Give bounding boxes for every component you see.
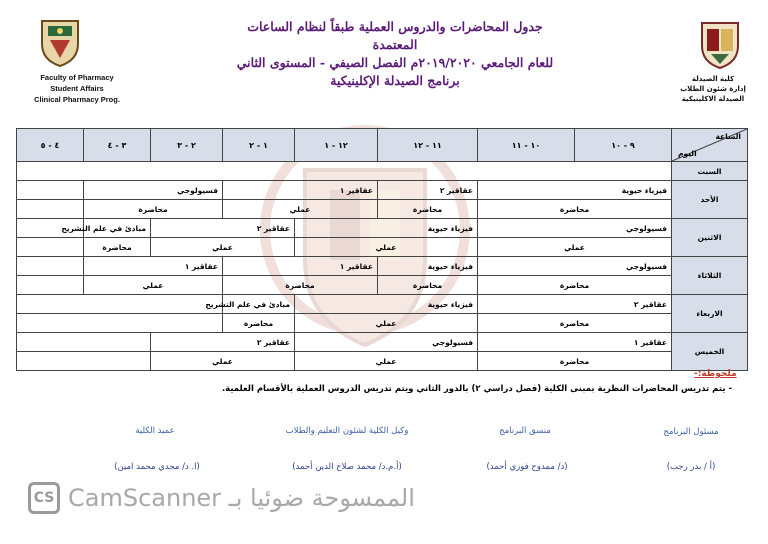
- time-slot: ١ - ٢: [223, 129, 295, 162]
- table-row-wednesday-types: [17, 314, 748, 333]
- empty-cell: [17, 276, 84, 295]
- course-cell: مبادئ في علم التشريح: [84, 219, 151, 238]
- course-cell: مبادئ في علم التشريح: [223, 295, 295, 314]
- course-cell: فيزياء حيوية: [295, 219, 478, 238]
- course-cell: عقاقير ٢: [378, 181, 478, 200]
- course-cell: عقاقير ١: [478, 333, 672, 352]
- session-type-cell: محاضرة: [84, 238, 151, 257]
- signature-role-program-coordinator: منسق البرنامج: [499, 426, 551, 436]
- hour-label: الساعة: [715, 132, 741, 141]
- empty-cell: [17, 162, 672, 181]
- university-logo-left: [38, 18, 82, 68]
- empty-cell: [17, 314, 223, 333]
- time-slot: ٩ - ١٠: [575, 129, 672, 162]
- table-row-wednesday-subjects: [17, 295, 748, 314]
- session-type-cell: عملي: [295, 352, 478, 371]
- notes-title: ملحوظة:-: [694, 369, 737, 379]
- day-sunday: الأحد: [672, 181, 748, 219]
- table-row-sunday-subjects: [17, 181, 748, 200]
- table-row-thursday-types: [17, 352, 748, 371]
- signature-role-program-officer: مسئول البرنامج: [663, 427, 719, 437]
- program-name-ar: الصيدلة الاكلينيكية: [681, 95, 745, 103]
- course-cell: فيزياء حيوية: [295, 295, 478, 314]
- session-type-cell: عملي: [295, 238, 478, 257]
- day-tuesday: الثلاثاء: [672, 257, 748, 295]
- empty-cell: [17, 181, 84, 200]
- schedule-table: [16, 128, 748, 371]
- time-slot: ٣ - ٤: [84, 129, 151, 162]
- department-name-en: Student Affairs: [50, 84, 104, 93]
- session-type-cell: عملي: [478, 238, 672, 257]
- session-type-cell: عملي: [84, 276, 223, 295]
- course-cell: فسيولوجي: [478, 219, 672, 238]
- title-line-1: جدول المحاضرات والدروس العملية طبقاً لنظام الساعات المعتمدة: [247, 19, 543, 52]
- session-type-cell: عملي: [223, 200, 378, 219]
- time-slot: ١٠ - ١١: [478, 129, 575, 162]
- department-name-ar: إدارة شئون الطلاب: [680, 85, 746, 93]
- signature-name-dean: (ا. د/ مجدي محمد امين): [114, 462, 200, 472]
- camscanner-watermark: [28, 478, 415, 518]
- camscanner-logo-icon: CS: [28, 482, 60, 514]
- session-type-cell: محاضرة: [223, 314, 295, 333]
- title-line-3: برنامج الصيدلة الإكلينيكية: [330, 73, 460, 88]
- title-line-2: للعام الجامعي ٢٠١٩/٢٠٢٠م الفصل الصيفي - المستوى الثاني: [236, 55, 554, 70]
- empty-cell: [17, 295, 223, 314]
- table-row-sunday-types: [17, 200, 748, 219]
- signature-name-vice-dean: (أ.م.د/ محمد صلاح الدين أحمد): [292, 462, 402, 472]
- time-slot: ٤ - ٥: [17, 129, 84, 162]
- session-type-cell: محاضرة: [478, 352, 672, 371]
- day-thursday: الخميس: [672, 333, 748, 371]
- session-type-cell: محاضرة: [223, 276, 378, 295]
- empty-cell: [17, 257, 84, 276]
- session-type-cell: عملي: [151, 352, 295, 371]
- session-type-cell: محاضرة: [84, 200, 223, 219]
- session-type-cell: محاضرة: [378, 200, 478, 219]
- course-cell: عقاقير ٢: [478, 295, 672, 314]
- time-slot: ٢ - ٣: [151, 129, 223, 162]
- course-cell: فيزياء حيوية: [378, 257, 478, 276]
- table-row-monday-types: [17, 238, 748, 257]
- course-cell: عقاقير ١: [223, 181, 378, 200]
- session-type-cell: محاضرة: [478, 276, 672, 295]
- session-type-cell: محاضرة: [378, 276, 478, 295]
- time-header-row: [17, 129, 748, 162]
- day-wednesday: الاربعاء: [672, 295, 748, 333]
- session-type-cell: عملي: [295, 314, 478, 333]
- course-cell: عقاقير ١: [84, 257, 223, 276]
- schedule-title: [230, 18, 560, 90]
- session-type-cell: عملي: [151, 238, 295, 257]
- empty-cell: [17, 200, 84, 219]
- signature-name-program-officer: (أ / بدر رجب): [666, 462, 716, 472]
- corner-cell: [672, 129, 748, 162]
- program-name-en: Clinical Pharmacy Prog.: [34, 95, 120, 104]
- header-english-block: [22, 72, 132, 105]
- table-row-saturday: [17, 162, 748, 181]
- camscanner-text: الممسوحة ضوئيا بـ CamScanner: [68, 484, 415, 512]
- day-saturday: السبت: [672, 162, 748, 181]
- faculty-name-ar: كلية الصيدلة: [691, 75, 735, 83]
- empty-cell: [17, 352, 151, 371]
- time-slot: ١٢ - ١: [295, 129, 378, 162]
- table-row-thursday-subjects: [17, 333, 748, 352]
- day-label: اليوم: [678, 149, 697, 158]
- empty-cell: [17, 238, 84, 257]
- table-row-tuesday-types: [17, 276, 748, 295]
- course-cell: عقاقير ٢: [151, 333, 295, 352]
- course-cell: فسيولوجي: [478, 257, 672, 276]
- table-row-monday-subjects: [17, 219, 748, 238]
- faculty-name-en: Faculty of Pharmacy: [40, 73, 114, 82]
- course-cell: عقاقير ١: [223, 257, 378, 276]
- empty-cell: [17, 333, 151, 352]
- notes-text: - يتم تدريس المحاضرات النظرية بمبنى الكلية (فصل دراسي ٢) بالدور الثاني ويتم تدريس الدروس العملية بالأقسام العلمية.: [221, 384, 732, 394]
- signature-role-dean: عميد الكلية: [135, 426, 175, 436]
- course-cell: عقاقير ٢: [151, 219, 295, 238]
- session-type-cell: محاضرة: [478, 314, 672, 333]
- course-cell: فسيولوجي: [84, 181, 223, 200]
- table-row-tuesday-subjects: [17, 257, 748, 276]
- session-type-cell: محاضرة: [478, 200, 672, 219]
- signature-name-program-coordinator: (د/ ممدوح فوزي أحمد): [486, 462, 568, 472]
- course-cell: فيزياء حيوية: [478, 181, 672, 200]
- faculty-logo-right: [698, 20, 742, 70]
- course-cell: فسيولوجي: [295, 333, 478, 352]
- time-slot: ١١ - ١٢: [378, 129, 478, 162]
- signature-role-vice-dean: وكيل الكلية لشئون التعليم والطلاب: [285, 426, 409, 436]
- day-monday: الاثنين: [672, 219, 748, 257]
- header-arabic-block: [668, 74, 758, 104]
